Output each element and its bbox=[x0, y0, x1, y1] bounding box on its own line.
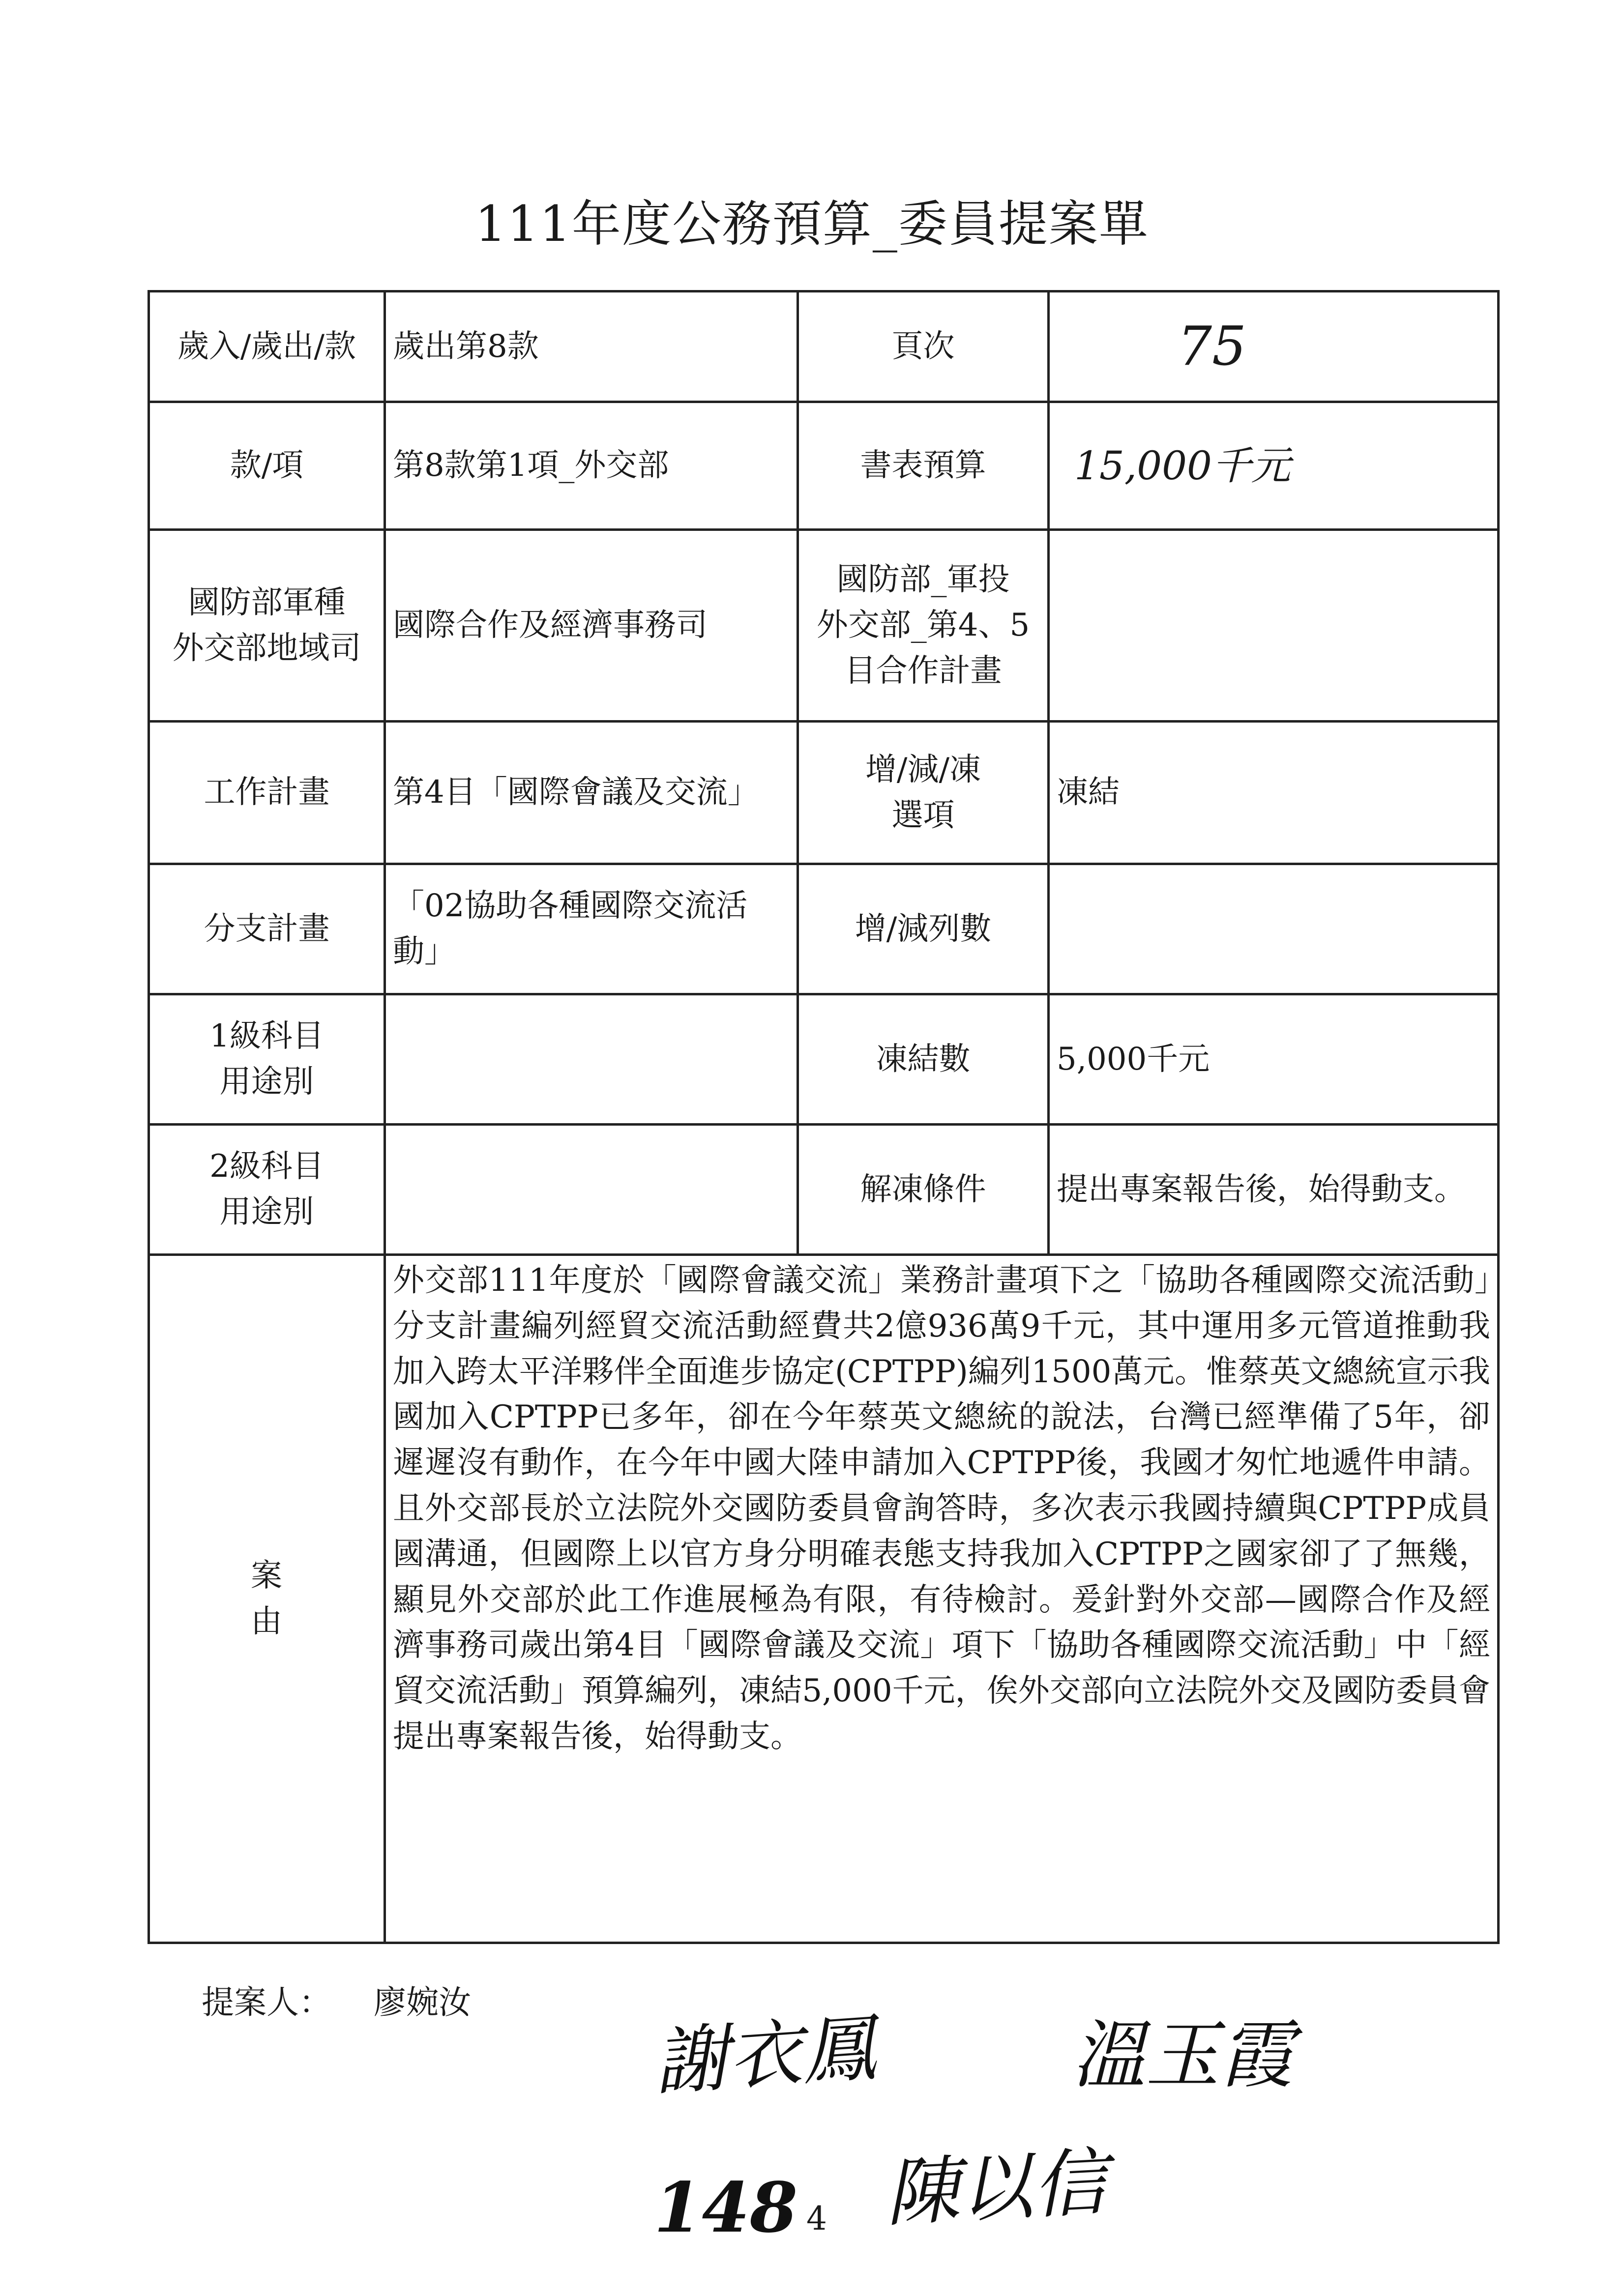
label-frozen-amount: 凍結數 bbox=[798, 994, 1049, 1125]
row-work-plan bbox=[149, 722, 1499, 864]
label-level2-line1: 2級科目 bbox=[209, 1148, 324, 1185]
label-unfreeze-condition: 解凍條件 bbox=[798, 1125, 1049, 1255]
row-level2-subject bbox=[149, 1125, 1499, 1255]
label-option-line1: 增/減/凍 bbox=[865, 751, 981, 788]
label-department-line2: 外交部地域司 bbox=[172, 630, 361, 667]
label-level1-subject bbox=[149, 994, 385, 1125]
label-level2-line2: 用途別 bbox=[219, 1194, 314, 1230]
proposer-label: 提案人： bbox=[202, 1983, 331, 2021]
page-title: 111年度公務預算_委員提案單 bbox=[475, 195, 1149, 253]
label-plan-line2: 外交部_第4、5 bbox=[816, 607, 1030, 644]
label-option-line2: 選項 bbox=[891, 797, 955, 834]
label-plan-line1: 國防部_軍投 bbox=[836, 561, 1010, 598]
handwritten-number: 148 bbox=[654, 2168, 798, 2248]
signature-1: 謝衣鳳 bbox=[651, 2005, 879, 2106]
label-page: 頁次 bbox=[798, 291, 1049, 402]
label-plan-line3: 目合作計畫 bbox=[844, 652, 1002, 689]
row-level1-subject bbox=[149, 994, 1499, 1125]
label-level2-subject bbox=[149, 1125, 385, 1255]
value-item: 第8款第1項_外交部 bbox=[385, 402, 798, 530]
label-level1-line1: 1級科目 bbox=[209, 1018, 324, 1055]
label-category: 歲入/歲出/款 bbox=[149, 291, 385, 402]
label-work-plan: 工作計畫 bbox=[149, 722, 385, 864]
label-department-line1: 國防部軍種 bbox=[188, 584, 346, 621]
row-department bbox=[149, 530, 1499, 722]
value-frozen-amount: 5,000千元 bbox=[1049, 994, 1499, 1125]
label-department bbox=[149, 530, 385, 722]
label-item: 款/項 bbox=[149, 402, 385, 530]
page-number: 4 bbox=[806, 2200, 827, 2238]
value-budget: 15,000千元 bbox=[1049, 402, 1499, 530]
reason-text: 外交部111年度於「國際會議交流」業務計畫項下之「協助各種國際交流活動」分支計畫編列經貿交流活動經費共2億936萬9千元，其中運用多元管道推動我加入跨太平洋夥伴全面進步協定(CPTPP)編列1500萬元。惟蔡英文總統宣示我國加入CPTPP已多年，卻在今年蔡英文總統的說法，台灣已經準備了5年，卻遲遲沒有動作，在今年中國大陸申請加入CPTPP後，我國才匆忙地遞件申請。且外交部長於立法院外交國防委員會詢答時，多次表示我國持續與CPTPP成員國溝通，但國際上以官方身分明確表態支持我加入CPTPP之國家卻了了無幾，顯見外交部於此工作進展極為有限，有待檢討。爰針對外交部—國際合作及經濟事務司歲出第4目「國際會議及交流」項下「協助各種國際交流活動」中「經貿交流活動」預算編列，凍結5,000千元，俟外交部向立法院外交及國防委員會提出專案報告後，始得動支。 bbox=[385, 1255, 1499, 1943]
proposer-name: 廖婉汝 bbox=[374, 1983, 471, 2021]
label-plan bbox=[798, 530, 1049, 722]
value-option: 凍結 bbox=[1049, 722, 1499, 864]
value-level1-subject bbox=[385, 994, 798, 1125]
row-reason bbox=[149, 1255, 1499, 1943]
label-level1-line2: 用途別 bbox=[219, 1064, 314, 1100]
row-category bbox=[149, 291, 1499, 402]
value-unfreeze-condition: 提出專案報告後，始得動支。 bbox=[1049, 1125, 1499, 1255]
value-plan bbox=[1049, 530, 1499, 722]
value-page: 75 bbox=[1049, 291, 1499, 402]
label-reason: 案由 bbox=[149, 1255, 385, 1943]
signature-2: 溫玉霞 bbox=[1072, 2013, 1294, 2098]
value-department: 國際合作及經濟事務司 bbox=[385, 530, 798, 722]
proposal-form bbox=[148, 290, 1500, 1944]
value-level2-subject bbox=[385, 1125, 798, 1255]
value-work-plan: 第4目「國際會議及交流」 bbox=[385, 722, 798, 864]
label-branch-plan: 分支計畫 bbox=[149, 864, 385, 994]
row-item bbox=[149, 402, 1499, 530]
signature-3: 陳以信 bbox=[883, 2140, 1109, 2237]
label-option bbox=[798, 722, 1049, 864]
label-change-amount: 增/減列數 bbox=[798, 864, 1049, 994]
label-budget: 書表預算 bbox=[798, 402, 1049, 530]
value-change-amount bbox=[1049, 864, 1499, 994]
value-branch-plan: 「02協助各種國際交流活動」 bbox=[385, 864, 798, 994]
value-category: 歲出第8款 bbox=[385, 291, 798, 402]
row-branch-plan bbox=[149, 864, 1499, 994]
